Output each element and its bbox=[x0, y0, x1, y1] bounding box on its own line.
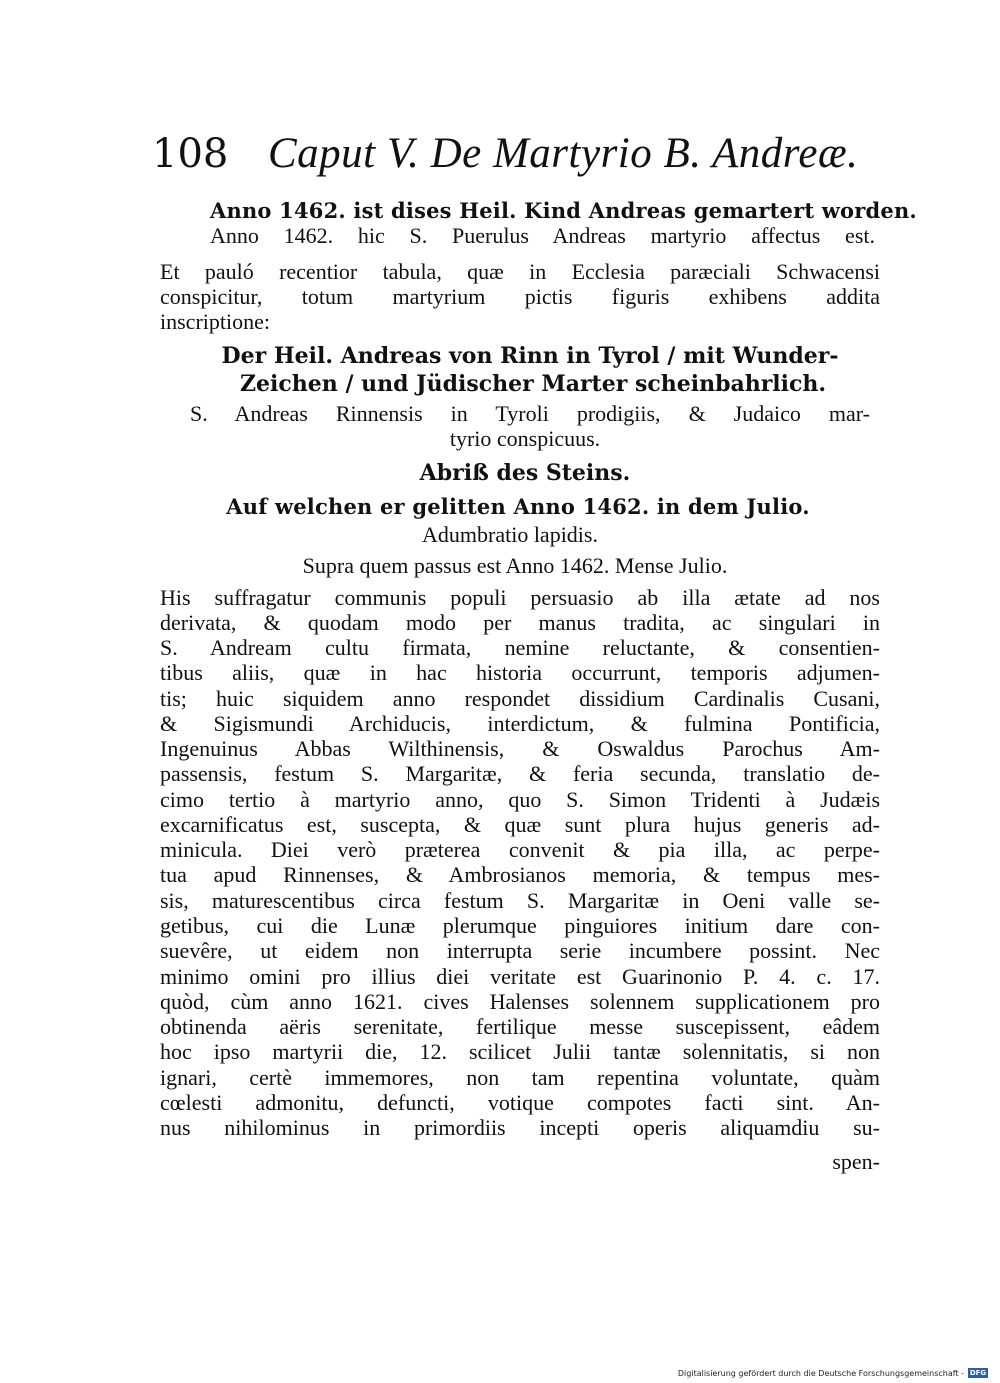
text-line: nus nihilominus in primordiis incepti operis aliquamdiu su- bbox=[160, 1115, 880, 1140]
latin-subheading: Supra quem passus est Anno 1462. Mense Julio. bbox=[302, 553, 728, 578]
text-line: S. Andream cultu firmata, nemine reluctante, & consentien- bbox=[160, 635, 880, 660]
text-line: tibus aliis, quæ in hac historia occurrunt, temporis adjumen- bbox=[160, 660, 880, 685]
footer-text: Digitalisierung gefördert durch die Deutsche Forschungsgemeinschaft - bbox=[677, 1368, 964, 1378]
digitization-footer bbox=[678, 1366, 988, 1380]
page-title: Caput V. De Martyrio B. Andreæ. bbox=[268, 130, 859, 177]
text-line: getibus, cui die Lunæ plerumque pinguiores initium dare con- bbox=[160, 913, 880, 938]
latin-inscription-line: S. Andreas Rinnensis in Tyroli prodigiis, & Judaico mar- bbox=[190, 401, 870, 426]
text-line: ignari, certè immemores, non tam repentina voluntate, quàm bbox=[160, 1065, 880, 1090]
german-caption-line: Anno 1462. ist dises Heil. Kind Andreas gemartert worden. bbox=[210, 198, 917, 223]
text-line: passensis, festum S. Margaritæ, & feria secunda, translatio de- bbox=[160, 761, 880, 786]
latin-caption-line: Anno 1462. hic S. Puerulus Andreas martyrio affectus est. bbox=[210, 223, 875, 248]
text-line: inscriptione: bbox=[160, 309, 270, 334]
latin-inscription-line: tyrio conspicuus. bbox=[449, 426, 601, 451]
text-line: cœlesti admonitu, defuncti, votique compotes facti sint. An- bbox=[160, 1090, 880, 1115]
dfg-logo: DFG bbox=[969, 1369, 987, 1377]
german-inscription-line: Der Heil. Andreas von Rinn in Tyrol / mit Wunder- bbox=[221, 343, 839, 369]
text-line: tua apud Rinnenses, & Ambrosianos memoria, & tempus mes- bbox=[160, 862, 880, 887]
section-subheading: Auf welchen er gelitten Anno 1462. in dem Julio. bbox=[226, 494, 810, 519]
section-heading: Abriß des Steins. bbox=[419, 460, 631, 486]
text-line: Et pauló recentior tabula, quæ in Ecclesia paræciali Schwacensi bbox=[160, 259, 880, 284]
german-inscription-line: Zeichen / und Jüdischer Marter scheinbahrlich. bbox=[240, 371, 827, 397]
text-line: obtinenda aëris serenitate, fertilique messe suscepissent, eâdem bbox=[160, 1014, 880, 1039]
running-head bbox=[152, 128, 859, 188]
page-number: 108 bbox=[152, 131, 229, 177]
text-line: quòd, cùm anno 1621. cives Halenses solennem supplicationem pro bbox=[160, 989, 880, 1014]
text-line: conspicitur, totum martyrium pictis figuris exhibens addita bbox=[160, 284, 880, 309]
text-line: derivata, & quodam modo per manus tradita, ac singulari in bbox=[160, 610, 880, 635]
text-line: cimo tertio à martyrio anno, quo S. Simon Tridenti à Judæis bbox=[160, 787, 880, 812]
text-line: minicula. Diei verò præterea convenit & pia illa, ac perpe- bbox=[160, 837, 880, 862]
text-line: minimo omini pro illius diei veritate est Guarinonio P. 4. c. 17. bbox=[160, 964, 880, 989]
text-line: hoc ipso martyrii die, 12. scilicet Julii tantæ solennitatis, si non bbox=[160, 1039, 880, 1064]
text-line: His suffragatur communis populi persuasio ab illa ætate ad nos bbox=[160, 585, 880, 610]
text-line: tis; huic siquidem anno respondet dissidium Cardinalis Cusani, bbox=[160, 686, 880, 711]
latin-heading: Adumbratio lapidis. bbox=[422, 522, 598, 547]
text-line: & Sigismundi Archiducis, interdictum, & fulmina Pontificia, bbox=[160, 711, 880, 736]
text-line: suevêre, ut eidem non interrupta serie incumbere possint. Nec bbox=[160, 938, 880, 963]
text-line: Ingenuinus Abbas Wilthinensis, & Oswaldus Parochus Am- bbox=[160, 736, 880, 761]
text-line: sis, maturescentibus circa festum S. Margaritæ in Oeni valle se- bbox=[160, 888, 880, 913]
text-line: excarnificatus est, suscepta, & quæ sunt plura hujus generis ad- bbox=[160, 812, 880, 837]
catchword: spen- bbox=[832, 1149, 880, 1174]
